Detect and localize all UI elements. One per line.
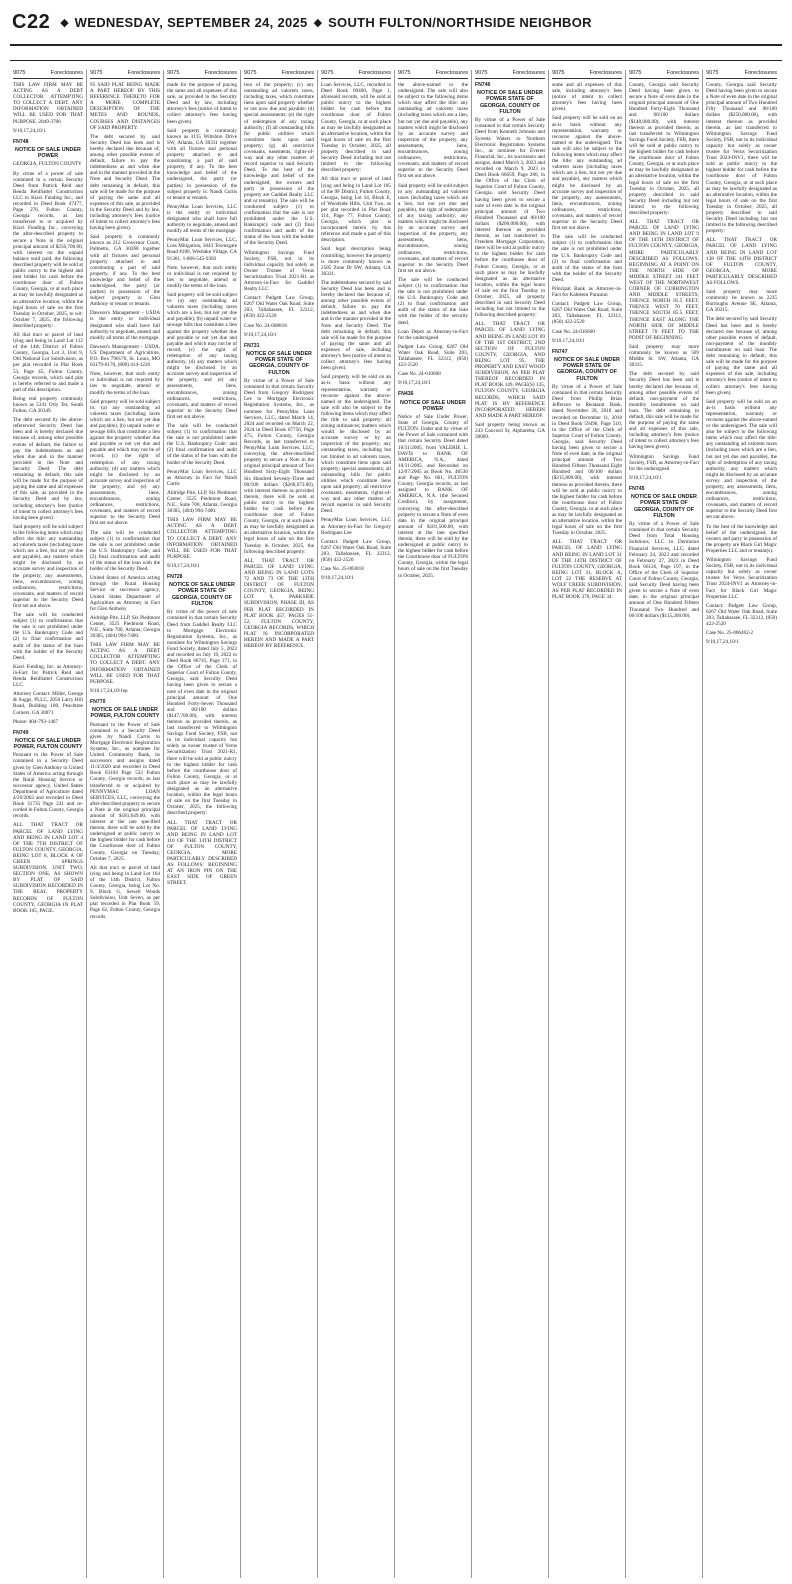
category-label: Foreclosures [744, 70, 777, 76]
legal-column [10, 70, 87, 1578]
category-label: Foreclosures [666, 70, 699, 76]
notice-paragraph: PennyMac Loan Services, LLC is the entity or individual designated who shall have full authority to negotiate, amend and modify all terms of the mortgage. [167, 203, 237, 235]
legal-notice [398, 82, 468, 386]
notice-paragraph: ALL THAT TRACT OR PARCEL OF LAND LYING AND BEING IN LAND LOT 31 OF THE 14TH DISTRICT OF FULTON COUNTY, GEORGIA, BEING LOT 31, BLOCK A, LOT 22 THE RESERVE AT WOLF CREEK SUBDIVISION, AS PER PLAT RECORDED IN PLAT BOOK 370, PAGE 34. [552, 539, 622, 601]
category-code: 9075 [552, 70, 565, 76]
legal-column [549, 70, 626, 1578]
edition-date: WEDNESDAY, SEPTEMBER 24, 2025 [74, 14, 308, 30]
notice-paragraph: tion of the property; (c) any outstanding ad valorem taxes, including taxes, which constitute liens upon said property whether or not now due and payable; (d) special assessments; (e) the right of redemption of any taxing authority; (f) all outstanding bills for public utilities which constitute liens upon said property; (g) all restrictive covenants, easements, rights-of-way and any other matters of record superior to said Security Deed. To the best of the knowledge and belief of the undersigned, the owners and party in possession of the property are Gaddiel Realty LLC and or tenant(s). The sale will be conducted subject (1) to confirmation that the sale is not prohibited under the U.S. Bankruptcy code and (2) final confirmation and audit of the status of the loan with the holder of the Security Deed. [244, 82, 314, 247]
notice-paragraph: Principal Bank as Attorney-in-Fact for Kahleem Punzaini [552, 286, 622, 299]
notice-paragraph: By virtue of a power of sale contained in a certain Security Deed from Patrick Reid and Renda ReidSattel Construction LLC to Kiavi Funding Inc., and recorded in Deed Book 47477, Page 276, Fulton County, Georgia records, as last transferred to or acquired by Kiavi Funding Inc., conveying the after-described property to secure a Note in the original principal amount of $256,700.00, with interest on the unpaid balance until paid, the following described property will be sold at public outcry to the highest and best bidder for cash before the courthouse door of Fulton County, Georgia, or at such place as may be lawfully designated as an alternative location, within the legal hours of sale on the first Tuesday in October, 2025, to wit: October 7, 2025, the following described property: [13, 170, 83, 329]
notice-paragraph: The debt secured by the above-referenced Security Deed has been and is hereby declared due because of, among other possible events of default, the failure to pay the indebtedness as and when due and in the manner provided in the Note and Security Deed. The debt remaining in default, this sale will be made for the purpose of paying the same and all expenses of this sale, as provided in the Security Deed and by law, including attorney's fees (notice of intent to collect attorney's fees having been given). [13, 417, 83, 521]
notice-paragraph: some and all expenses of this sale, including attorney's fees (notice of intent to collect attorney's fees having been given). [552, 82, 622, 113]
legal-notice [90, 82, 160, 694]
category-code: 9075 [629, 70, 642, 76]
notice-paragraph: the above-named or the undersigned. The sale will also be subject to the following items which may affect the title: any outstanding ad valorem taxes (including taxes which are a lien, but not yet due and payable), any matters which might be disclosed by an accurate survey and inspection of the property, any assessments, liens, encumbrances, zoning ordinances, restrictions, covenants, and matters of record superior to the Security Deed first set out above. [398, 82, 468, 180]
notice-paragraph: Case No. 25-003818 [321, 566, 364, 573]
legal-notice [706, 82, 777, 645]
notice-paragraph: PennyMac Loan Services, LLC, Loss Mitigation, 3043 Townsgate Road #200, Westlake Village, CA 91361, 1-866-545-9383 [167, 237, 237, 262]
notice-paragraph: Being real property commonly known as 5341 Orly Ter, South Fulton, GA 30349. [13, 395, 83, 415]
notice-paragraph: GEORGIA, FULTON COUNTY [13, 161, 82, 168]
notice-paragraph: Said property is commonly known as 3115 Wiltshire Drive SW, Atlanta, GA 30331 together with all fixtures and personal property attached to and constituting a part of said property, if any. To the best knowledge and belief of the undersigned, the party (or parties) in possession of the subject property is: Nandi Curtis or tenant or tenants. [167, 127, 237, 201]
notice-heading: NOTICE OF SALE UNDER POWER, FULTON COUNTY [90, 707, 160, 720]
notice-paragraph: Case No. 25-006402-2 [706, 630, 754, 637]
diamond-separator-icon: ◆ [60, 16, 69, 29]
notice-paragraph: Said property will be sold on an as-is basis without any representation, warranty or recourse against the above-named or the undersigned. The sale will also be subject to the following items which may affect the title: any outstanding ad valorem taxes (including taxes which are a lien, but not yet due and payable), the right of redemption of any taxing authority, any matters which might be disclosed by an accurate survey and inspection of the property, any assessments, liens, encumbrances, zoning ordinances, restrictions, covenants, and matters of record superior to the Security Deed first set out above. [706, 398, 777, 521]
notice-paragraph: Said property will be sold on an as-is basis without any representation, warranty or recourse against the above-named or the undersigned. The sale will also be subject to the following items which may affect the title: any outstanding ad valorem taxes (including taxes which are a lien, but not yet due and payable), any matters which might be disclosed by an accurate survey and inspection of the property, any assessments, liens, encumbrances, zoning ordinances, restrictions, covenants, and matters of record superior to the Security Deed first set out above. [552, 115, 622, 232]
notice-heading: NOTICE OF SALE UNDER POWER STATE OF GEORGIA, COUNTY OF FULTON [554, 356, 620, 382]
legal-notice [90, 699, 160, 920]
notice-heading: NOTICE OF SALE UNDER POWER STATE OF GEORGIA, COUNTY OF FULTON [477, 90, 543, 115]
notice-tag: FN747 [552, 348, 568, 355]
notice-paragraph: Wilmington Savings Fund Society, FSB, as Attorney-in-Fact for the undersigned [629, 453, 699, 472]
notice-paragraph: By virtue of the power of sale contained in that certain Security Deed from Gaddiel Realty LLC to Mortgage Electronic Registration Systems, Inc., as nominee for Wilmington Savings Fund Society, dated July 5, 2022 and recorded on July 19, 2022 in Deed Book 66745, Page 171, in the Office of the Clerk of Superior Court of Fulton County, Georgia, said Security Deed having been given to secure a note of even date in the original principal amount of One Hundred Forty-Seven Thousand and 00/100 dollars ($147,700.00), with interest thereon as provided therein, as last transferred to Wilmington Savings Fund Society, FSB, not in its individual capacity but solely as owner trustee of Verus Securitization Trust 2021-R1, there will be sold at public outcry to the highest bidder for cash before the courthouse door of Fulton County, Georgia, or at such place as may be lawfully designated as an alternative location, within the legal hours of sale on the first Tuesday in October, 2025, the following described property: [167, 609, 237, 817]
page-number: C22 [12, 10, 51, 33]
legal-column [164, 70, 241, 1578]
legal-notice [13, 139, 83, 725]
column-header [167, 70, 237, 79]
notice-paragraph: By virtue of a Power of Sale contained in that certain Security Deed from Gregory Rodriguez Lee to Mortgage Electronic Registration Systems, Inc., as nominee for PennyMac Loan Services, LLC, dated March 14, 2024 and recorded on March 22, 2024 in Deed Book 67756, Page 475, Fulton County, Georgia Records, as last transferred to PennyMac Loan Services, LLC, conveying the after-described property to secure a Note in the original principal amount of Two Hundred Sixty-Eight Thousand Six Hundred Seventy-Three and 00/100 dollars ($268,673.00), with interest thereon as provided therein, there will be sold at public outcry to the highest bidder for cash before the courthouse door of Fulton County, Georgia, or at such place as may be lawfully designated as an alternative location, within the legal hours of sale on the first Tuesday in October, 2025, the following described property: [244, 378, 314, 555]
notice-tag: FN749 [13, 729, 29, 736]
notice-paragraph: The debt secured by said Security Deed has been and is hereby declared due because of, among other possible events of default, non-payment of the monthly installments on said loan. The debt remaining in default, this sale will be made for the purpose of paying the same and all expenses of this sale, including attorney's fees (notice of intent to collect attorney's fees having been given). [706, 316, 777, 396]
notice-paragraph: The debt secured by said Security Deed has been and is hereby declared due because of, among other possible events of default, failure to pay the indebtedness as and when due and in the manner provided in the Note and Security Deed. The debt remaining in default, this sale will be made for the purpose of paying the same and all expenses of this sale, as provided in the Security Deed and by law, including attorney's fees (notice of intent to collect attorney's fees having been given). [90, 133, 161, 232]
notice-paragraph: ALL THAT TRACT OR PARCEL OF LAND LYING AND BEING IN LAND LOT 9 OF THE 14TH DISTRICT OF FULTON COUNTY, GEORGIA, MORE PARTICULARLY DESCRIBED AS FOLLOWS: BEGINNING AT A POINT ON THE NORTH SIDE OF MIDDLE STREET 241 FEET WEST OF THE NORTHWEST CORNER OF CURRINGTON AND MIDDLE STREETS; THENCE NORTH 85.5 FEET; THENCE WEST 70 FEET; THENCE SOUTH 85.5 FEET; THENCE EAST ALONG THE NORTH SIDE OF MIDDLE STREET 70 FEET TO THE POINT OF BEGINNING. [629, 219, 699, 341]
legal-notice [244, 82, 314, 338]
notice-paragraph: Said legal description being controlling, however the property is more commonly known as 2585 Zone Dr SW, Atlanta, GA 30331. [321, 246, 391, 277]
notice-paragraph: Aldridge Pite, LLP, Six Piedmont Center, 3525 Piedmont Road, N.E., Suite 700, Atlanta, Georgia 30305, (404) 994-7400. [167, 489, 237, 515]
legal-notice [629, 82, 699, 481]
legal-notice [398, 391, 468, 578]
notice-tag: FN728 [167, 574, 183, 581]
notice-paragraph: ALL THAT TRACT OR PARCEL OF LAND LYING AND BEING IN LAND LOT 4 OF THE 7TH DISTRICT OF FULTON COUNTY, GEORGIA, BEING LOT 8, BLOCK A OF GREEN SPRINGS SUBDIVISION, UNIT TWO, SECTION ONE, AS SHOWN BY PLAT OF SAID SUBDIVISION RECORDED IN THE REAL PROPERTY RECORDS OF FULTON COUNTY, GEORGIA IN PLAT BOOK 105, PAGE. [13, 822, 83, 914]
notice-paragraph: Said property may more commonly be known as 569 Middle St. SW, Atlanta, GA 30315. [629, 343, 699, 369]
notice-paragraph: By virtue of a Power of Sale contained in that certain Security Deed from Phillip Brian Jefferson to Renasant Bank, dated November 28, 2018 and recorded on December 11, 2018 in Deed Book 59496, Page 510, in the Office of the Clerk of Superior Court of Fulton County, Georgia, said Security Deed having been given to secure a Note of even date, in the original principal amount of Two Hundred Fifteen Thousand Eight Hundred and 00/100 dollars ($215,800.00), with interest thereon as provided therein, there will be sold at public outcry to the highest bidder for cash before the courthouse door of Fulton County, Georgia, or at such place as may be lawfully designated as an alternative location, within the legal hours of sale on the first Tuesday in October, 2025. [552, 384, 622, 537]
notice-paragraph: THIS LAW FIRM MAY BE ACTING AS A DEBT COLLECTOR ATTEMPTING TO COLLECT A DEBT. ANY INFORMATION OBTAINED WILL BE USED FOR THAT PURPOSE. [167, 517, 237, 560]
notice-tag: FN746 [475, 82, 491, 88]
legal-column [395, 70, 472, 1578]
notice-paragraph: Wilmington Savings Fund Society, FSB, not in its individual capacity but solely as owner trustee for Verus Securitization Trust 2024-INV1 as Attorney-in-Fact for Black Girl Magic Properties LLC [706, 557, 777, 600]
notice-paragraph: County, Georgia said Security Deed having been given to secure a Note of even date in the original principal amount of One Hundred Forty-Eight Thousand and 00/100 dollars ($148,000.00), with interest thereon as provided therein, as last transferred to Wilmington Savings Fund Society, FSB, there will be sold at public outcry to the highest bidder for cash before the courthouse door of Fulton County, Georgia, or at such place as may be lawfully designated as an alternative location, within the legal hours of sale on the first Tuesday in October, 2025, all property described in said Security Deed including but not limited to the following described property: [629, 82, 699, 216]
notice-tag: FN731 [244, 342, 260, 349]
notice-paragraph: By virtue of a Power of Sale contained in that certain Security Deed from Total Housing Solutions, LLC to Dominion Financial Services, LLC, dated February 24, 2023 and recorded on February 27, 2023 in Deed Book 66126, Page 197, in the Office of the Clerk of Superior Court of Fulton County, Georgia, said Security Deed having been given to secure a Note of even date, in the original principal amount of One Hundred Fifteen Thousand Two Hundred and 00/100 dollars ($115,200.00). [629, 521, 699, 619]
notice-paragraph: Dawson's Management - USDA is the entity or individual designated who shall have full authority to negotiate, amend and modify all terms of the mortgage. [90, 310, 160, 341]
column-header [398, 70, 468, 79]
notice-paragraph: Pursuant to the Power of Sale contained in a Security Deed given by Glen Anthony to United States of America acting through the Rural Housing Service or successor agency, United States Department of Agriculture dated 4/26/2003 and recorded in Deed Book 31735 Page 241 and re-corded in Fulton County, Georgia records. [13, 752, 83, 820]
legal-column [87, 70, 164, 1578]
notice-paragraph: Padgett Law Group, 6267 Old Water Oak Road, Suite 203, Tallahassee, FL 32312, (850) 422-2520 [398, 343, 468, 369]
notice-paragraph: The sale will be conducted subject (1) to confirmation that the sale is not prohibited under the U.S. Bankruptcy Code; and (2) final confirmation and audit of the status of the loan with the holder of the Security Deed. [90, 529, 160, 573]
classified-columns [10, 70, 782, 1578]
legal-column [241, 70, 318, 1578]
column-header [475, 70, 545, 79]
notice-heading: NOTICE OF SALE UNDER POWER [400, 399, 466, 412]
category-label: Foreclosures [281, 70, 314, 76]
legal-notice [13, 82, 83, 134]
notice-paragraph: ALL THAT TRACT OR PARCEL OF LAND LYING AND BEING IN LAND LOT 110 OF THE 14TH DISTRICT OF FULTON COUNTY, GEORGIA, MORE PARTICULARLY DESCRIBED AS FOLLOWS: BEGINNING AT AN IRON PIN ON THE EAST SIDE OF GREEN STREET. [167, 819, 237, 887]
notice-paragraph: The sale will be conducted subject (1) to confirmation that the sale is not prohibited under the U.S. Bankruptcy Code and (2) to final confirmation and audit of the status of the loan with the holder of the Security Deed. [13, 612, 83, 661]
notice-paragraph: Case No. 24-016660 [552, 328, 595, 335]
notice-paragraph: The sale will be conducted subject (1) to confirmation that the sale is not prohibited under the U.S. Bankruptcy Code and (2) to final confirmation and audit of the status of the loan with the holder of the security deed. [398, 276, 468, 326]
legal-column [626, 70, 703, 1578]
notice-paragraph: 9/10,17,24,10/1 [552, 337, 585, 344]
notice-paragraph: Case No. 24-010608 [398, 371, 441, 378]
notice-paragraph: Note, however, that such entity or individual is not required by law to negotiate, amend or modify the terms of the loan. [167, 264, 237, 289]
notice-paragraph: The sale will be conducted subject (1) to confirmation that the sale is not prohibited under the U.S. Bankruptcy Code; and (2) final confirmation and audit of the status of the loan with the holder of the Security Deed. [167, 422, 237, 466]
notice-paragraph: 9/10,17,24,10/1 [244, 331, 277, 338]
category-label: Foreclosures [435, 70, 468, 76]
category-code: 9075 [90, 70, 103, 76]
legal-notice [167, 574, 237, 887]
category-code: 9075 [167, 70, 180, 76]
notice-paragraph: THIS LAW FIRM MAY BE ACTING AS A DEBT COLLECTOR ATTEMPTING TO COLLECT A DEBT. ANY INFORMATION OBTAINED WILL BE USED FOR THAT PURPOSE. 2049-3706 [13, 82, 83, 125]
category-code: 9075 [321, 70, 334, 76]
notice-paragraph: 9/10,17,24,10/1 [398, 380, 431, 387]
category-label: Foreclosures [204, 70, 237, 76]
notice-paragraph: 9/10,17,24,10/1 [706, 639, 739, 646]
legal-notice [475, 82, 545, 440]
notice-paragraph: Contact: Padgett Law Group, 6267 Old Water Oak Road, Suite 203, Tallahassee, FL 32312, (850) 422-2520 [244, 295, 314, 320]
notice-heading: NOTICE OF SALE UNDER POWER, FULTON COUNTY [13, 737, 83, 751]
column-header [90, 70, 160, 79]
notice-paragraph: Said property will be sold subject to: (a) any outstanding ad valorem taxes (including taxes which are a lien, but not yet due and payable), (b) unpaid water or sewage bills that constitute a lien against the property whether due and payable or not yet due and payable and which may not be of record, (c) the right of redemption of any taxing authority, (d) any matters which might be disclosed by an accurate survey and inspection of the property, and (e) any assessments, liens, encumbrances, zoning ordinances, restrictions, covenants, and matters of record superior to the Security Deed first set out above. [90, 398, 160, 527]
column-header [13, 70, 83, 79]
notice-paragraph: Attorney Contact: Miller, George & Suggs, PLLC, 2050 Larry Hill Road, Building 100, Peachtree Corners, GA 30071 [13, 691, 83, 716]
header-rule [10, 60, 782, 61]
notice-paragraph: 9/10,17,24,10/1 [13, 127, 46, 134]
notice-paragraph: Said property will be sold on an as-is basis without any representation, warranty or recourse against the above-named or the undersigned. The sale will also be subject to the following items which may affect the title to said property: all zoning ordinances; matters which would be disclosed by an accurate survey or by an inspection of the property; any outstanding taxes, including but not limited to ad valorem taxes, which constitute liens upon said property; special assessments; all outstanding bills for public utilities which constitute liens upon said property; all restrictive covenants, easements, rights-of-way and any other matters of record superior to said Security Deed. [321, 374, 391, 515]
notice-paragraph: County, Georgia said Security Deed having been given to secure a Note of even date in the original principal amount of Two Hundred Fifty Thousand and 00/100 dollars ($250,000.00), with interest thereon as provided therein, as last transferred to Wilmington Savings Fund Society, FSB, not in its individual capacity but solely as owner trustee for Verus Securitization Trust 2024-INV1, there will be sold at public outcry to the highest bidder for cash before the courthouse door of Fulton County, Georgia, or at such place as may be lawfully designated as an alternative location, within the legal hours of sale on the first Tuesday in October, 2025, all property described in said Security Deed including but not limited to the following described property: [706, 82, 777, 235]
notice-tag: FN748 [13, 138, 29, 145]
notice-paragraph: 9/10,17,24,10/1 [629, 474, 662, 481]
notice-paragraph: Dawson's Management - USDA, US Department of Agriculture, P.O. Box 790170, St. Louis, MO 63179-0170, (800) 414-1226 [90, 343, 160, 369]
notice-paragraph: Note, however, that such entity or individual is not required by law to negotiate, amend or modify the terms of the loan. [90, 371, 160, 396]
notice-paragraph: Said property being known as 243 Concord St, Alpharetta, GA 30009. [475, 421, 545, 441]
masthead-rule [10, 44, 782, 46]
notice-paragraph: Phone: 404-793-1467 [13, 718, 59, 725]
notice-paragraph: Said property will be sold subject to the following items which may affect the title: any outstanding ad valorem taxes (including taxes which are a lien, but not yet due and payable), any matters which might be disclosed by an accurate survey and inspection of the property, any assessments, liens, encumbrances, zoning ordinances, restrictions, covenants, and matters of record superior to the Security Deed first set out above. [13, 523, 83, 609]
column-header [706, 70, 777, 79]
legal-notice [552, 349, 622, 601]
column-header [629, 70, 699, 79]
notice-paragraph: Said property will be sold subject to: (a) any outstanding ad valorem taxes (including taxes which are a lien, but not yet due and payable), (b) unpaid water or sewage bills that constitute a lien against the property whether due and payable or not yet due and payable and which may not be of record, (c) the right of redemption of any taxing authority, (d) any matters which might be disclosed by an accurate survey and inspection of the property, and (e) any assessments, liens, encumbrances, zoning ordinances, restrictions, covenants, and matters of record superior to the Security Deed first set out above. [167, 292, 237, 420]
legal-notice [321, 82, 391, 581]
notice-paragraph: 9/10,17,24,10/1 [167, 562, 200, 569]
legal-notice [552, 82, 622, 344]
notice-paragraph: United States of America acting through the Rural Housing Service or successor agency, United States Department of Agriculture as Attorney in Fact for Glen Anthony [90, 575, 160, 612]
category-code: 9075 [706, 70, 719, 76]
diamond-separator-icon: ◆ [313, 16, 323, 29]
notice-paragraph: To the best of the knowledge and belief of the undersigned, the owners and party in possession of the property are Black Girl Magic Properties LLC and or tenant(s). [706, 523, 777, 554]
legal-column [318, 70, 395, 1578]
legal-column [472, 70, 549, 1578]
notice-paragraph: The debt secured by said Security Deed has been and is hereby declared due because of, among other possible events of default, non-payment of the monthly installments on said loan. The debt remaining in default, this sale will be made for the purpose of paying the same and all expenses of this sale, including attorney's fees (notice of intent to collect attorney's fees having been given). [629, 371, 699, 451]
notice-heading: NOTICE OF SALE UNDER POWER STATE OF GEORGIA, COUNTY OF FULTON [246, 350, 312, 376]
notice-paragraph: 9/10,17,24,10/1ep [90, 687, 128, 694]
page-masthead [0, 0, 792, 44]
notice-paragraph: Wilmington Savings Fund Society, FSB, not in its individual capacity but solely as Owner Trustee of Verus Securitization Trust 2021-R1 as Attorney-in-Fact for Gaddiel Realty LLC [244, 249, 314, 293]
notice-paragraph: ALL THAT TRACT OR PARCEL OF LAND LYING AND BEING IN LAND LOT 69 OF THE 1ST DISTRICT, 2ND SECTION OF FULTON COUNTY, GEORGIA, AND BEING LOT 95, THE PROPERTY AND EAST WOOD SUBDIVISION, AS PER PLAT THEREOF RECORDED IN PLAT BOOK 149, PAGE(S) 135, FULTON COUNTY, GEORGIA RECORDS, WHICH SAID PLAT IS BY REFERENCE INCORPORATED HEREIN AND MADE A PART HEREOF. [475, 321, 545, 419]
notice-paragraph: 9/10,17,24,10/1 [321, 575, 354, 582]
notice-paragraph: By virtue of a Power of Sale contained in that certain Security Deed from Kenneth Johnson and Syreeta Waters to Northern Electronic Registration Systems Inc., as nominee for Everett Financial, Inc., its successors and assigns, dated March 3, 2023 and recorded on March 9, 2023 in Deed Book 66659, Page 280, in the Office of the Clerk of Superior Court of Fulton County, Georgia, said Security Deed having been given to secure a note of even date in the original principal amount of Two Hundred Thousand and 00/100 dollars ($200,000.00), with interest thereon as provided therein, as last transferred to Freedom Mortgage Corporation, there will be sold at public outcry to the highest bidder for cash before the courthouse door of Fulton County, Georgia, or at such place as may be lawfully designated as an alternative location, within the legal hours of sale on the first Tuesday in October, 2025, all property described in said Security Deed including but not limited to the following described property: [475, 117, 545, 319]
category-label: Foreclosures [589, 70, 622, 76]
notice-paragraph: Said property is commonly known as 212 Grosvenor Court, Palmetto, GA 30268 together with all fixtures and personal property attached to and constituting a part of said property, if any. To the best knowledge and belief of the undersigned, the party (or parties) in possession of the subject property is: Glen Anthony or tenant or tenants. [90, 234, 160, 308]
notice-tag: FN770 [90, 698, 106, 705]
notice-paragraph: Kiavi Funding, Inc. as Attorney-in-Fact for Patrick Reid and Renda ReidSattel Construction LLC [13, 663, 83, 689]
column-header [321, 70, 391, 79]
notice-paragraph: Loan Depot as Attorney-in-Fact for the undersigned [398, 328, 468, 341]
notice-paragraph: All that tract or parcel of land lying and being in Land Lot 105 of the 9F District, Fulton County, Georgia, being Lot 34, Block E, of Woodside Hills, Unit Two, as per plat recorded in Plat Book 114, Page 77, Fulton County, Georgia, which plat is incorporated herein by this reference and made a part of this description. [321, 176, 391, 244]
section-name: SOUTH FULTON/NORTHSIDE NEIGHBOR [328, 14, 592, 30]
notice-paragraph: made for the purpose of paying the same and all expenses of this sale, as provided in the Security Deed and by law, including attorney's fees (notice of intent to collect attorney's fees having been given). [167, 82, 237, 125]
legal-notice [629, 486, 699, 619]
notice-paragraph: Notice of Sale Under Power, State of Georgia, County of FULTON. Under and by virtue of the Power of Sale contained with that certain Security Deed dated 10/31/2005, from VALERIE L. DAVIS to BANK OF AMERICA, N.A., dated 10/31/2005, and Recorded on 12/07/2005 as Book No. 40530 and Page No. 661, FULTON County, Georgia records, as last assigned to BANK OF AMERICA, N.A. (the Secured Creditor), by assignment, conveying the after-described property to secure a Note of even date in the original principal amount of $101,500.00, with interest at the rate specified therein, there will be sold by the undersigned at public outcry to the highest bidder for cash before the Courthouse door of FULTON County, Georgia, within the legal hours of sale on the first Tuesday in October, 2025. [398, 414, 468, 579]
notice-heading: NOTICE OF SALE UNDER POWER STATE OF GEORGIA, COUNTY OF FULTON [631, 494, 697, 519]
category-code: 9075 [398, 70, 411, 76]
category-label: Foreclosures [512, 70, 545, 76]
notice-paragraph: Said property will be sold subject to any outstanding ad valorem taxes (including taxes which are a lien, but not yet due and payable), the right of redemption of any taxing authority, any matters which might be disclosed by an accurate survey and inspection of the property, any assessments, liens, encumbrances, zoning ordinances, restrictions, covenants, and matters of record superior to the Security Deed first set out above. [398, 182, 468, 274]
legal-notice [13, 730, 83, 914]
notice-heading: NOTICE OF SALE UNDER POWER STATE OF GEORGIA, COUNTY OF FULTON [169, 582, 235, 608]
legal-notice [244, 343, 314, 649]
column-header [552, 70, 622, 79]
notice-paragraph: 95 SAID PLAT BEING MADE A PART HEREOF BY THIS REFERENCE THERETO FOR A MORE COMPLETE DESCRIPTION OF THE METES AND BOUNDS, COURSES AND DISTANCES OF SAID PROPERTY. [90, 82, 160, 131]
category-label: Foreclosures [127, 70, 160, 76]
notice-paragraph: All that tract or parcel of land lying and being in Land Lot 112 of the 14th District of Fulton County, Georgia, Lot 3, Unit 9, Old National Lot Subdivision, as per plat recorded in Plat Book 53, Page 45, Fulton County, Georgia records, which said plat is hereby referred to and made a part of this description. [13, 331, 83, 393]
column-header [244, 70, 314, 79]
notice-paragraph: PennyMac Loan Services, LLC as Attorney in Fact for Nandi Curtis [167, 468, 237, 487]
notice-paragraph: Said property may more commonly be known as 2235 Burroughs Avenue SE, Atlanta, GA 30315. [706, 289, 777, 314]
notice-paragraph: The sale will be conducted subject (1) to confirmation that the sale is not prohibited under the U.S. Bankruptcy Code and (2) to final confirmation and audit of the status of the loan with the holder of the Security Deed. [552, 234, 622, 283]
notice-paragraph: Loan Services, LLC, recorded in Deed Book 69400, Page 1, aforesaid records, will be sold at public outcry to the highest bidder for cash before the courthouse door of Fulton County, Georgia, or at such place as may be lawfully designated as an alternative location, within the legal hours of sale on the first Tuesday in October, 2025, all property described in said Security Deed including but not limited to the following described property: [321, 82, 391, 174]
notice-paragraph: ALL THAT TRACT OR PARCEL OF LAND LYING AND BEING IN LAND LOT 138 OF THE 14TH DISTRICT OF FULTON COUNTY, GEORGIA, MORE PARTICULARLY DESCRIBED AS FOLLOWS. [706, 237, 777, 286]
notice-paragraph: PennyMac Loan Services, LLC as Attorney-in-Fact for Gregory Rodriguez Lee [321, 517, 391, 536]
notice-paragraph: Pursuant to the Power of Sale contained in a Security Deed given by Nandi Curtis to Mortgage Electronic Registration Systems, Inc., as nominee for United Community Bank, its successors and assigns dated 11/4/2020 and recorded in Deed Book 63104 Page 533 Fulton County, Georgia records; as last transferred to or acquired by PENNYMAC LOAN SERVICES, LLC, conveying the after-described property to secure a Note in the original principal amount of $181,649.00, with interest at the rate specified therein, there will be sold by the undersigned at public outcry to the highest bidder for cash before the Courthouse door of Fulton County, Georgia on Tuesday, October 7, 2025. [90, 721, 160, 862]
category-label: Foreclosures [50, 70, 83, 76]
notice-tag: FN436 [398, 391, 414, 398]
category-code: 9075 [244, 70, 257, 76]
notice-paragraph: ALL THAT TRACT OR PARCEL OF LAND LYING AND BEING IN LAND LOTS 72 AND 73 OF THE 13TH DISTRICT OF FULTON COUNTY, GEORGIA, BEING LOT 9, PARKSIDE SUBDIVISION, PHASE III, AS PER PLAT RECORDED IN PLAT BOOK 457, PAGES 51-52, FULTON COUNTY, GEORGIA RECORDS, WHICH PLAT IS INCORPORATED HEREIN AND MADE A PART HEREOF BY REFERENCE. [244, 557, 314, 650]
notice-heading: NOTICE OF SALE UNDER POWER [15, 146, 81, 160]
notice-paragraph: Case No. 24-008818 [244, 322, 287, 329]
notice-paragraph: Contact: Padgett Law Group, 6267 Old Water Oak Road, Suite 203, Tallahassee, FL 32312, (850) 422-2520 [706, 602, 777, 627]
notice-paragraph: Aldridge Pite, LLP, Six Piedmont Center, 3525 Piedmont Road, N.E., Suite 700, Atlanta, Georgia 30305, (404) 994-7400. [90, 614, 160, 640]
legal-notice [167, 82, 237, 569]
legal-column [703, 70, 780, 1578]
notice-paragraph: The indebtedness secured by said Security Deed has been and is hereby declared due because of, among other possible events of default, failure to pay the indebtedness as and when due and in the manner provided in the Note and Security Deed. The debt remaining in default, this sale will be made for the purpose of paying the same and all expenses of sale, including attorney's fees (notice of intent to collect attorney's fees having been given). [321, 279, 392, 372]
notice-tag: FN745 [629, 485, 645, 492]
category-code: 9075 [475, 70, 488, 76]
notice-paragraph: Contact: Padgett Law Group, 6267 Old Water Oak Road, Suite 203, Tallahassee, FL 32312, (850) 422-2520 [321, 538, 391, 564]
category-label: Foreclosures [358, 70, 391, 76]
notice-paragraph: Contact: Padgett Law Group, 6267 Old Water Oak Road, Suite 203, Tallahassee, FL 32312, (850) 422-2520 [552, 301, 622, 326]
notice-paragraph: THIS LAW FIRM MAY BE ACTING AS A DEBT COLLECTOR ATTEMPTING TO COLLECT A DEBT. ANY INFORMATION OBTAINED WILL BE USED FOR THAT PURPOSE. [90, 642, 160, 685]
category-code: 9075 [13, 70, 26, 76]
notice-paragraph: All that tract or parcel of land lying and being in Land Lot 164 of the 14th District, Fulton County, Georgia, being Lot No. 9, Block G, Sewell Woods Subdivision, Unit Seven, as per plat recorded in Plat Book 59, Page 62, Fulton County, Georgia records. [90, 864, 160, 920]
